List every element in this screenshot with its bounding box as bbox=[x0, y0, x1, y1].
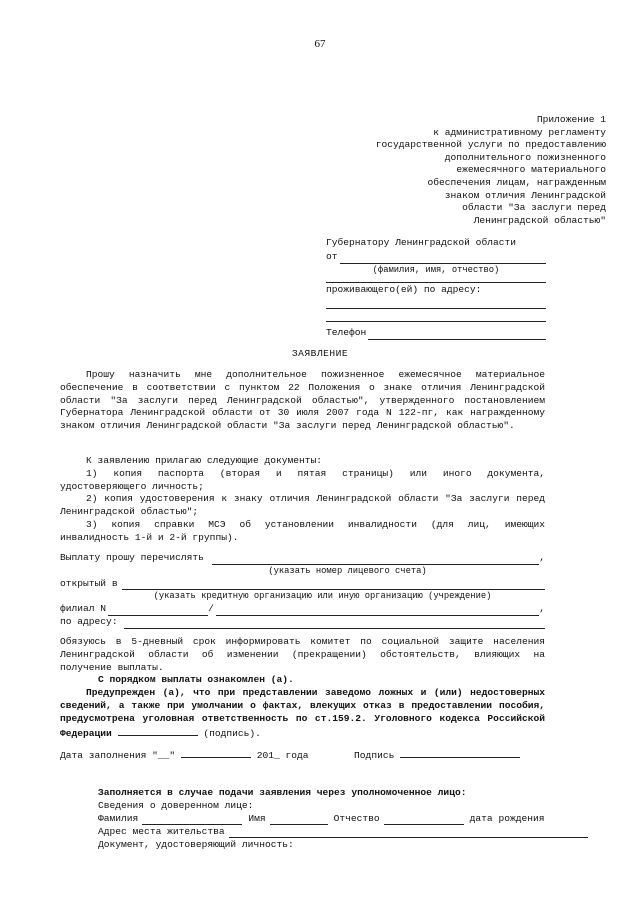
appendix-line: Приложение 1 bbox=[536, 114, 606, 125]
phone-label: Телефон bbox=[326, 327, 367, 339]
residence-label: Адрес места жительства bbox=[98, 826, 225, 837]
fill-date-label: Дата заполнения "__" bbox=[60, 750, 176, 761]
from-label: от bbox=[326, 250, 338, 262]
appendix-line: ежемесячного материального bbox=[456, 164, 606, 176]
signature-label: Подпись bbox=[354, 750, 395, 761]
org-caption: (указать кредитную организацию или иную организацию (учреждение) bbox=[153, 591, 492, 602]
birth-date-label: дата рождения bbox=[469, 813, 545, 824]
page-number: 67 bbox=[314, 38, 326, 50]
attachment-item-2: 2) копия удостоверения к знаку отличия Ленинградской области "За заслуги перед Ленинградской областью"; bbox=[60, 493, 545, 518]
phone-field[interactable] bbox=[368, 329, 546, 340]
branch-label: филиал N bbox=[60, 603, 107, 615]
document-title: ЗАЯВЛЕНИЕ bbox=[291, 348, 349, 359]
liability-warning: Предупрежден (а), что при представлении заведомо ложных и (или) недостоверных сведений, а также при умолчании о фактах, влекущих отказ в предоставлении пособия, предусмотрена уголовная ответственность по ст.159.2. Уголовного кодекса Российской Федерации bbox=[60, 687, 545, 739]
appendix-line: государственной услуги по предоставлению bbox=[375, 139, 606, 151]
attachment-item-3: 3) копия справки МСЭ об установлении инвалидности (для лиц, имеющих инвалидность 1-й и 2-й группы). bbox=[60, 518, 545, 543]
year-label: 201_ года bbox=[256, 750, 309, 761]
attachments-intro: К заявлению прилагаю следующие документы: bbox=[86, 455, 323, 466]
obligations-section bbox=[60, 636, 545, 740]
from-name-field[interactable] bbox=[340, 253, 546, 264]
attachment-item-1: 1) копия паспорта (вторая и пятая страницы) или иного документа, удостоверяющего личность; bbox=[60, 467, 545, 492]
obligation-paragraph: Обязуюсь в 5-дневный срок информировать комитет по социальной защите населения Ленинградской области об изменении (прекращении) обстоятельств, влияющих на получение выплаты. bbox=[60, 636, 545, 673]
appendix-line: дополнительного пожизненного bbox=[444, 151, 606, 163]
addressee-block bbox=[326, 237, 546, 340]
request-paragraph: Прошу назначить мне дополнительное пожизненное ежемесячное материальное обеспечение в соответствии с пунктом 22 Положения о знаке отличия Ленинградской области "За заслуги перед Ленинградской областью", утвержденного постановлением Губернатора Ленинградской области от 30 июля 2007 года N 122-пг, как награжденному знаком отличия Ленинградской области "За заслуги перед Ленинградской областью". bbox=[60, 369, 545, 432]
name-label: Имя bbox=[248, 813, 266, 824]
attachments-section bbox=[60, 455, 545, 545]
trustee-section bbox=[98, 786, 588, 851]
appendix-line: Ленинградской областью" bbox=[473, 214, 606, 226]
addressee-to: Губернатору Ленинградской области bbox=[326, 237, 516, 248]
name-field[interactable] bbox=[270, 814, 328, 825]
branch-address-label: по адресу: bbox=[60, 615, 118, 627]
patronymic-field[interactable] bbox=[384, 814, 464, 825]
branch-address-field[interactable] bbox=[124, 618, 545, 629]
date-signature-row bbox=[60, 748, 545, 761]
month-field[interactable] bbox=[181, 748, 251, 758]
surname-label: Фамилия bbox=[98, 813, 139, 824]
payment-section bbox=[60, 552, 545, 629]
appendix-line: области "За заслуги перед bbox=[462, 202, 606, 214]
account-number-field[interactable] bbox=[212, 554, 539, 565]
blank-line[interactable] bbox=[326, 282, 546, 283]
surname-field[interactable] bbox=[142, 814, 242, 825]
address-field-1[interactable] bbox=[326, 308, 546, 309]
signature-hint: (подпись). bbox=[203, 727, 261, 739]
address-field-2[interactable] bbox=[326, 321, 546, 322]
appendix-line: к административному регламенту bbox=[433, 126, 606, 138]
appendix-line: знаком отличия Ленинградской bbox=[444, 189, 606, 201]
account-caption: (указать номер лицевого счета) bbox=[268, 565, 427, 576]
trustee-info-label: Сведения о доверенном лице: bbox=[98, 800, 254, 811]
warning-signature-field[interactable] bbox=[118, 726, 198, 736]
id-document-label: Документ, удостоверяющий личность: bbox=[98, 839, 294, 850]
patronymic-label: Отчество bbox=[333, 813, 380, 824]
comma: , bbox=[539, 552, 545, 563]
branch-number-field[interactable] bbox=[108, 605, 208, 616]
appendix-line: обеспечения лицам, награжденным bbox=[427, 176, 606, 188]
residing-label: проживающего(ей) по адресу: bbox=[326, 284, 482, 296]
branch-name-field[interactable] bbox=[216, 605, 539, 616]
transfer-label: Выплату прошу перечислять bbox=[60, 552, 204, 563]
slash: / bbox=[208, 603, 214, 615]
signature-field[interactable] bbox=[400, 748, 520, 758]
from-caption: (фамилия, имя, отчество) bbox=[372, 264, 500, 275]
bank-field[interactable] bbox=[122, 579, 545, 590]
familiar-statement: С порядком выплаты ознакомлен (а). bbox=[98, 674, 294, 686]
comma: , bbox=[539, 603, 545, 615]
trustee-heading: Заполняется в случае подачи заявления через уполномоченное лицо: bbox=[98, 787, 467, 798]
request-section bbox=[60, 369, 545, 433]
opened-label: открытый в bbox=[60, 577, 118, 589]
appendix-header bbox=[306, 114, 606, 227]
residence-field[interactable] bbox=[229, 827, 588, 838]
